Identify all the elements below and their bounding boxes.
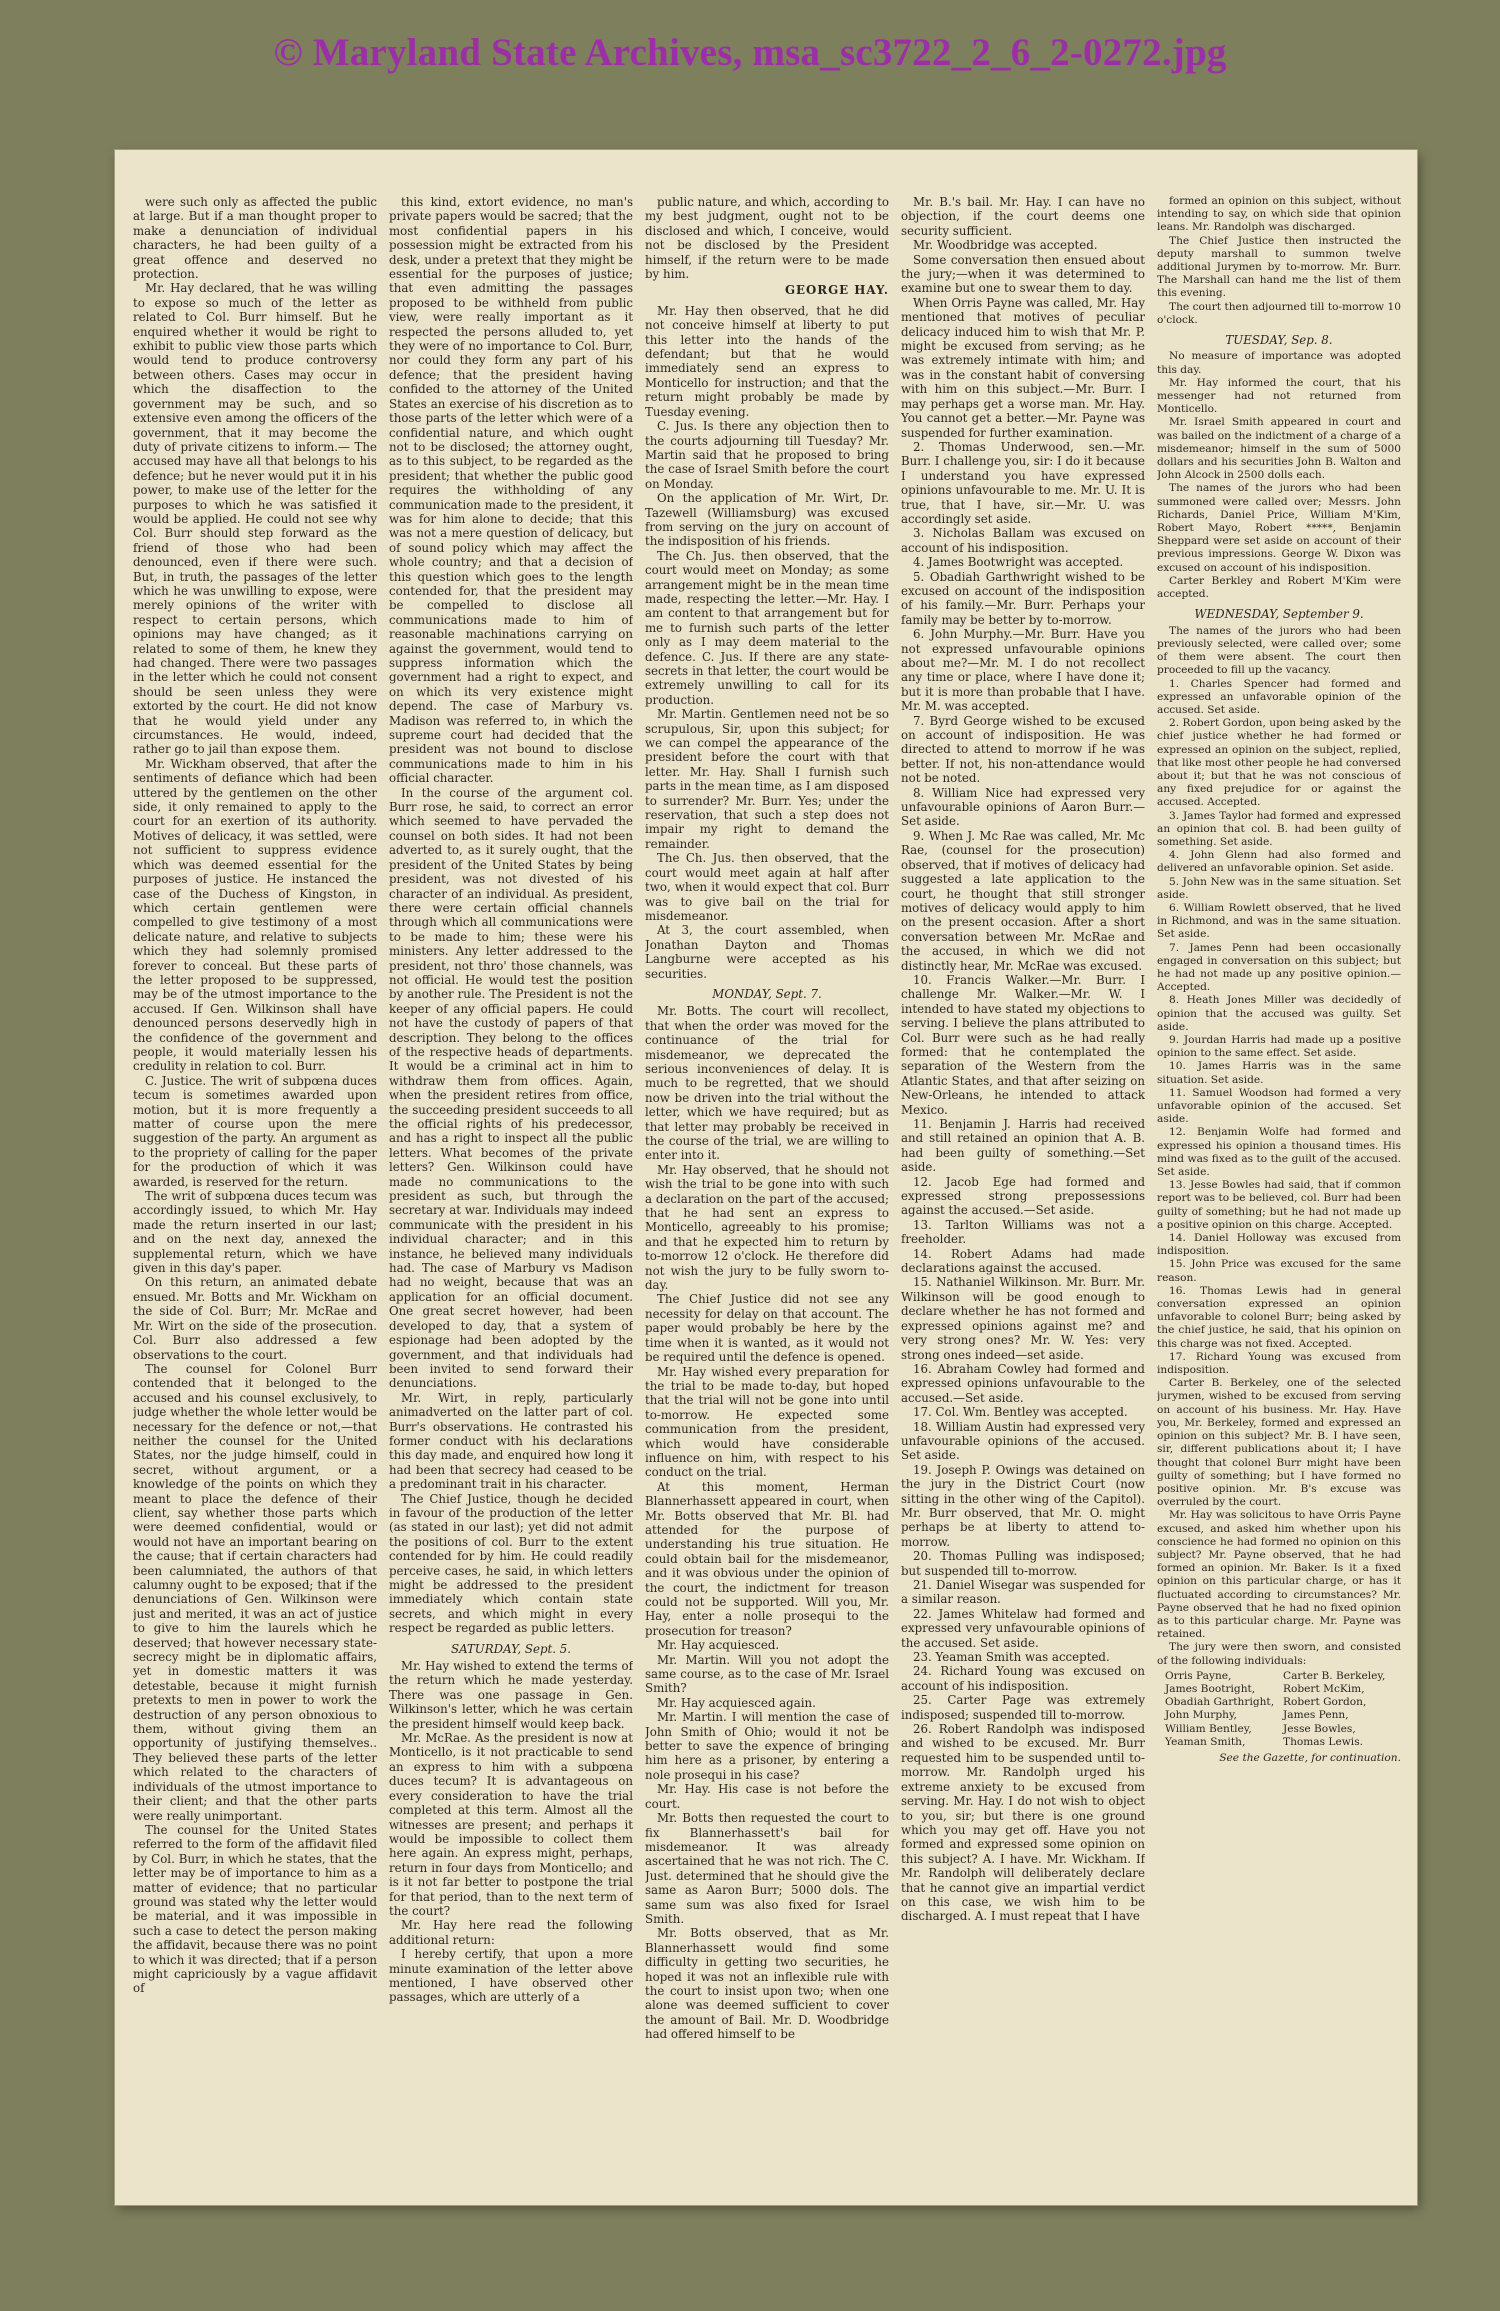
paragraph: Mr. Hay informed the court, that his messenger had not returned from Monticello. xyxy=(1157,376,1401,416)
juror-name: John Murphy, xyxy=(1165,1709,1237,1722)
paragraph: The Chief Justice did not see any necessity for delay on that account. The paper would probably be here by the time when it is wanted, as it would not be required until the defence is opened. xyxy=(645,1292,889,1365)
paragraph: MONDAY, Sept. 7. xyxy=(712,986,822,1001)
juror-name: Robert McKim, xyxy=(1283,1682,1365,1695)
paragraph: The counsel for the United States referred to the form of the affidavit filed by Col. Burr, in which he states, that the letter may be of importance to him as a matter of evidence; that no particular ground was stated why the letter would be material, and it was impossible in such a case to detect the person making the affidavit, because there was no point to which it was directed; that if a person might capriciously by a vague affidavit of xyxy=(133,1822,377,1996)
paragraph: 21. Daniel Wisegar was suspended for a similar reason. xyxy=(901,1578,1145,1607)
column-3 xyxy=(645,195,889,2171)
paragraph: 4. James Bootwright was accepted. xyxy=(913,555,1124,570)
paragraph: public nature, and which, according to my best judgment, ought not to be disclosed and which, I conceive, would not be disclosed by the President himself, if the return were to be made by him. xyxy=(645,195,889,282)
paragraph: The Chief Justice then instructed the deputy marshall to summon twelve additional Jurymen by to-morrow. Mr. Burr. The Marshall can hand me the list of them this evening. xyxy=(1157,234,1401,300)
paragraph: In the course of the argument col. Burr rose, he said, to correct an error which seemed to have pervaded the counsel on both sides. It had not been adverted to, as it surely ought, that the president of the United States by being president, was not divested of his character of an individual. As president, there were certain official channels through which all communications were to be made to him; these were his ministers. Any letter addressed to the president, not thro' those channels, was not official. He would test the position by another rule. The President is not the keeper of any official papers. He could not have the custody of papers of that description. They belong to the offices of the respective heads of departments. It would be a criminal act in him to withdraw them from offices. Again, when the president retires from office, the succeeding president succeeds to all the official rights of his predecessor, and has a right to inspect all the public letters. What becomes of the private letters? Gen. Wilkinson could have made no communications to the president as such, but through the secretary at war. Individuals may indeed communicate with the president in his individual character; and in this instance, he believed many individuals had. The case of Marbury vs Madison had no weight, because that was an application for an official document. One great secret however, had been developed to day, that a system of espionage had been adopted by the government, and that individuals had been invited to send forward their denunciations. xyxy=(389,785,633,1391)
paragraph: Mr. Hay acquiesced. xyxy=(657,1638,780,1653)
column-5-body xyxy=(1157,195,1401,1668)
juror-name: Thomas Lewis. xyxy=(1283,1735,1363,1748)
paragraph: TUESDAY, Sep. 8. xyxy=(1225,333,1333,348)
paragraph: Carter B. Berkeley, one of the selected jurymen, wished to be excused from serving on account of his business. Mr. Hay. Have you, Mr. Berkeley, formed and expressed an opinion on this subject? Mr. B. I have seen, sir, different publications about it; I have thought that colonel Burr might have been guilty of something; but I have formed no positive opinion. Mr. B's excuse was overruled by the court. xyxy=(1157,1377,1401,1509)
paragraph: 5. Obadiah Garthwright wished to be excused on account of the indisposition of his family.—Mr. Burr. Perhaps your family may be better by to-morrow. xyxy=(901,569,1145,627)
archive-header xyxy=(0,0,1500,105)
paragraph: Mr. Hay wished to extend the terms of the return which he made yesterday. There was one passage in Gen. Wilkinson's letter, which he was certain the president himself would keep back. xyxy=(389,1659,633,1731)
paragraph: 14. Daniel Holloway was excused from indisposition. xyxy=(1157,1232,1401,1258)
paragraph: 20. Thomas Pulling was indisposed; but suspended till to-morrow. xyxy=(901,1549,1145,1578)
paragraph: No measure of importance was adopted this day. xyxy=(1157,350,1401,376)
paragraph: 26. Robert Randolph was indisposed and wished to be excused. Mr. Burr requested him to be suspended until to-morrow. Mr. Randolph urged his extreme anxiety to be excused from serving. Mr. Hay. I do not wish to object to you, sir; but there is one ground which you may get off. Have you not formed and expressed some opinion on this subject? A. I have. Mr. Wickham. If Mr. Randolph will deliberately declare that he cannot give an impartial verdict on this case, we wish him to be discharged. A. I must repeat that I have xyxy=(901,1722,1145,1924)
paragraph: Mr. Hay observed, that he should not wish the trial to be gone into with such a declaration on the part of the accused; that he had sent an express to Monticello, agreeably to his promise; and that he expected him to return by to-morrow 12 o'clock. He therefore did not wish the jury to be fully sworn to-day. xyxy=(645,1162,889,1293)
paragraph: Mr. Botts. The court will recollect, that when the order was moved for the continuance of the trial for misdemeanor, we deprecated the serious inconveniences of delay. It is much to be regretted, that we should now be driven into the trial without the letter, which we have required; but as that letter may probably be received in the course of the trial, we are willing to enter into it. xyxy=(645,1004,889,1163)
paragraph: Mr. Martin. I will mention the case of John Smith of Ohio; would it not be better to save the expence of bringing him here as a prisoner, by entering a nole prosequi in his case? xyxy=(645,1710,889,1782)
paragraph: 1. Charles Spencer had formed and expressed an unfavorable opinion of the accused. Set aside. xyxy=(1157,677,1401,716)
paragraph: Mr. Botts observed, that as Mr. Blannerhassett would find some difficulty in getting two securities, he hoped it was not an inflexible rule with the court to insist upon two; when one alone was deemed sufficient to cover the amount of Bail. Mr. D. Woodbridge had offered himself to be xyxy=(645,1926,889,2042)
paragraph: Mr. Martin. Gentlemen need not be so scrupulous, Sir, upon this subject; for we can compel the appearance of the president before the court with that letter. Mr. Hay. Shall I furnish such parts in the mean time, as I am disposed to surrender? Mr. Burr. Yes; under the reservation, that such a step does not impair my right to demand the remainder. xyxy=(645,707,889,851)
paragraph: 3. James Taylor had formed and expressed an opinion that col. B. had been guilty of something. Set aside. xyxy=(1157,809,1401,848)
paragraph: Mr. Wirt, in reply, particularly animadverted on the latter part of col. Burr's observations. He contrasted his former conduct with his declarations this day made, and enquired how long it had been that secrecy had ceased to be a predominant trait in his character. xyxy=(389,1390,633,1492)
paragraph: 18. William Austin had expressed very unfavourable opinions of the accused. Set aside. xyxy=(901,1419,1145,1463)
archive-title: © Maryland State Archives, msa_sc3722_2_6_2-0272.jpg xyxy=(273,31,1227,74)
paragraph: Mr. Hay acquiesced again. xyxy=(657,1695,816,1710)
paragraph: 7. James Penn had been occasionally engaged in conversation on this subject; but he had not made up any positive opinion.—Accepted. xyxy=(1157,941,1401,994)
paragraph: The Ch. Jus. then observed, that the court would meet on Monday; as some arrangement might be in the mean time made, respecting the letter.—Mr. Hay. I am content to that arrangement but for me to furnish such parts of the letter only as I may deem material to the defence. C. Jus. If there are any state-secrets in that letter, the court would be extremely unwilling to call for its production. xyxy=(645,548,889,707)
paragraph: 5. John New was in the same situation. Set aside. xyxy=(1157,875,1401,901)
juror-name: James Penn, xyxy=(1283,1709,1349,1722)
paragraph: 15. John Price was excused for the same reason. xyxy=(1157,1258,1401,1284)
paragraph: 16. Thomas Lewis had in general conversation expressed an opinion unfavorable to colonel Burr; being asked by the chief justice, he said, that his opinion on this charge was not fixed. Accepted. xyxy=(1157,1284,1401,1350)
paragraph: 2. Thomas Underwood, sen.—Mr. Burr. I challenge you, sir: I do it because I understand you have expressed opinions unfavourable to me. Mr. U. It is true, that I have, sir.—Mr. U. was accordingly set aside. xyxy=(901,439,1145,526)
paragraph: 15. Nathaniel Wilkinson. Mr. Burr. Mr. Wilkinson will be good enough to declare whether he has not formed and expressed opinions against me? and very strong ones? Mr. W. Yes: very strong ones indeed—set aside. xyxy=(901,1275,1145,1362)
paragraph: formed an opinion on this subject, without intending to say, on which side that opinion leans. Mr. Randolph was discharged. xyxy=(1157,195,1401,234)
paragraph: 11. Benjamin J. Harris had received and still retained an opinion that A. B. had been guilty of something.—Set aside. xyxy=(901,1117,1145,1175)
paragraph: SATURDAY, Sept. 5. xyxy=(450,1641,572,1656)
paragraph: 13. Jesse Bowles had said, that if common report was to be believed, col. Burr had been guilty of something; but he had not made up a positive opinion on this charge. Accepted. xyxy=(1157,1179,1401,1231)
paragraph: 24. Richard Young was excused on account of his indisposition. xyxy=(901,1664,1145,1693)
paragraph: Mr. Hay was solicitous to have Orris Payne excused, and asked him whether upon his conscience he had formed no opinion on this subject? Mr. Payne observed, that he had formed an opinion. Mr. Baker. Is it a fixed opinion on this particular charge, or has it fluctuated according to circumstances? Mr. Payne observed that he had no fixed opinion as to this particular charge. Mr. Payne was retained. xyxy=(1157,1509,1401,1641)
juror-name: Orris Payne, xyxy=(1165,1669,1232,1682)
paragraph: 9. Jourdan Harris had made up a positive opinion to the same effect. Set aside. xyxy=(1157,1034,1401,1060)
paragraph: 10. Francis Walker.—Mr. Burr. I challenge Mr. Walker.—Mr. W. I intended to have stated my objections to serving. I believe the plans attributed to Col. Burr were such as he had really formed: that he contemplated the separation of the Western from the Atlantic States, and that after seizing on New-Orleans, he intended to attack Mexico. xyxy=(901,972,1145,1117)
juror-name: Obadiah Garthright, xyxy=(1165,1696,1275,1709)
newspaper-page xyxy=(115,150,1417,2205)
paragraph: Mr. Wickham observed, that after the sentiments of defiance which had been uttered by the gentlemen on the other side, it only remained to apply to the court for an exertion of its authority. Motives of delicacy, it was settled, were not sufficient to suppress evidence which was deemed essential for the purposes of justice. He instanced the case of the Duchess of Kingston, in which certain gentlemen were compelled to give testimony of a most delicate nature, and relative to subjects which they had solemnly promised forever to conceal. But these parts of the letter proposed to be suppressed, may be of the utmost importance to the accused. If Gen. Wilkinson shall have denounced persons deservedly high in the confidence of the government and people, it would materially lessen his credulity in relation to col. Burr. xyxy=(133,756,377,1074)
paragraph: The jury were then sworn, and consisted of the following individuals: xyxy=(1157,1641,1401,1667)
paragraph: The Ch. Jus. then observed, that the court would meet again at half after two, when it would expect that col. Burr was to give bail on the trial for misdemeanor. xyxy=(645,851,889,923)
paragraph: 9. When J. Mc Rae was called, Mr. Mc Rae, (counsel for the prosecution) observed, that if motives of delicacy had suggested a late application to the court, he thought that still stronger motives of delicacy would apply to him on the present occasion. After a short conversation between Mr. McRae and the accused, in which we did not distinctly hear, Mr. McRae was excused. xyxy=(901,828,1145,973)
paragraph: 10. James Harris was in the same situation. Set aside. xyxy=(1157,1060,1401,1086)
paragraph: 22. James Whitelaw had formed and expressed very unfavourable opinions of the accused. Set aside. xyxy=(901,1606,1145,1650)
paragraph: 19. Joseph P. Owings was detained on the jury in the District Court (now sitting in the other wing of the Capitol). Mr. Burr observed, that Mr. O. might perhaps be at liberty to attend to-morrow. xyxy=(901,1462,1145,1549)
paragraph: The Chief Justice, though he decided in favour of the production of the letter (as stated in our last); yet did not admit the positions of col. Burr to the extent contended for by him. He could readily perceive cases, he said, in which letters might be addressed to the president immediately which contain state secrets, and which might in every respect be regarded as public letters. xyxy=(389,1491,633,1636)
paragraph: The counsel for Colonel Burr contended that it belonged to the accused and his counsel exclusively, to judge whether the whole letter would be necessary for the defence or not,—that neither the counsel for the United States, nor the judge himself, could in secret, without argument, or a knowledge of the points on which they meant to place the defence of their client, say whether those parts which were deemed confidential, would or would not have an important bearing on the cause; that if certain characters had been calumniated, the authors of that calumny ought to be exposed; that if the denunciations of Gen. Wilkinson were just and merited, it was an act of justice to give to him the laurels which he deserved; that however necessary state-secrecy might be in diplomatic affairs, yet in domestic matters it was detestable, because it might furnish pretexts to men in power to work the destruction of any person obnoxious to them, without giving them an opportunity of justifying themselves.. They believed these parts of the letter which related to the characters of individuals of the utmost importance to their client; and that the other parts were really unimportant. xyxy=(133,1361,377,1823)
paragraph: Mr. Hay wished every preparation for the trial to be made to-day, but hoped that the trial will not be gone into until to-morrow. He expected some communication from the president, which would have considerable influence on him, with respect to his conduct on the trial. xyxy=(645,1364,889,1480)
continuation-note: See the Gazette, for continuation. xyxy=(1219,1751,1401,1764)
paragraph: 12. Benjamin Wolfe had formed and expressed his opinion a thousand times. His mind was fixed as to the guilt of the accused. Set aside. xyxy=(1157,1126,1401,1179)
paragraph: Mr. Hay here read the following additional return: xyxy=(389,1918,633,1947)
column-2 xyxy=(389,195,633,2171)
paragraph: 8. Heath Jones Miller was decidedly of opinion that the accused was guilty. Set aside. xyxy=(1157,994,1401,1033)
paragraph: On the application of Mr. Wirt, Dr. Tazewell (Williamsburg) was excused from serving on the jury on account of the indisposition of his friends. xyxy=(645,491,889,549)
paragraph: 23. Yeaman Smith was accepted. xyxy=(913,1650,1110,1665)
paragraph: Carter Berkley and Robert M'Kim were accepted. xyxy=(1157,574,1401,601)
paragraph: I hereby certify, that upon a more minute examination of the letter above mentioned, I have observed other passages, which are utterly of a xyxy=(389,1947,633,2005)
paragraph: Mr. B.'s bail. Mr. Hay. I can have no objection, if the court deems one security sufficient. xyxy=(901,195,1145,238)
column-5 xyxy=(1157,195,1401,2171)
paragraph: 14. Robert Adams had made declarations against the accused. xyxy=(901,1246,1145,1276)
paragraph: Mr. Israel Smith appeared in court and was bailed on the indictment of a charge of a misdemeanor; himself in the sum of 5000 dollars and his securities John B. Walton and John Alcock in 2500 dolls each. xyxy=(1157,416,1401,482)
article-columns xyxy=(133,195,1401,2171)
paragraph: 25. Carter Page was extremely indisposed; suspended till to-morrow. xyxy=(901,1693,1145,1722)
column-1 xyxy=(133,195,377,2171)
paragraph: C. Justice. The writ of subpœna duces tecum is sometimes awarded upon motion, but it is more frequently a matter of course upon the mere suggestion of the party. An argument as to the propriety of calling for the paper for the production of which it was awarded, is reserved for the return. xyxy=(133,1073,377,1189)
juror-name: James Bootright, xyxy=(1165,1682,1256,1695)
paragraph: 17. Col. Wm. Bentley was accepted. xyxy=(913,1405,1128,1420)
paragraph: 6. William Rowlett observed, that he lived in Richmond, and was in the same situation. Set aside. xyxy=(1157,901,1401,941)
paragraph: C. Jus. Is there any objection then to the courts adjourning till Tuesday? Mr. Martin said that he proposed to bring the case of Israel Smith before the court on Monday. xyxy=(645,419,889,491)
juror-list xyxy=(1165,1670,1401,1749)
paragraph: 11. Samuel Woodson had formed a very unfavorable opinion of the accused. Set aside. xyxy=(1157,1086,1401,1126)
paragraph: 3. Nicholas Ballam was excused on account of his indisposition. xyxy=(901,526,1145,555)
paragraph: 4. John Glenn had also formed and delivered an unfavorable opinion. Set aside. xyxy=(1157,849,1401,875)
paragraph: The names of the jurors who had been summoned were called over; Messrs. John Richards, Daniel Price, William M'Kim, Robert Mayo, Robert *****, Benjamin Sheppard were set aside on account of their previous impressions. George W. Dixon was excused on account of his indisposition. xyxy=(1157,482,1401,574)
juror-name: Yeaman Smith, xyxy=(1165,1735,1246,1748)
paragraph: 12. Jacob Ege had formed and expressed strong prepossessions against the accused.—Set aside. xyxy=(901,1174,1145,1218)
juror-name: Carter B. Berkeley, xyxy=(1283,1669,1386,1682)
paragraph: 13. Tarlton Williams was not a freeholder. xyxy=(901,1217,1145,1247)
paragraph: The writ of subpœna duces tecum was accordingly issued, to which Mr. Hay made the return inserted in our last; and on the next day, annexed the supplemental return, which we have given in this day's paper. xyxy=(133,1189,377,1276)
paragraph: Mr. Hay then observed, that he did not conceive himself at liberty to put this letter into the hands of the defendant; but that he would immediately send an express to Monticello for instruction; and that the return might probably be made by Tuesday evening. xyxy=(645,303,889,419)
paragraph: At 3, the court assembled, when Jonathan Dayton and Thomas Langburne were accepted as his securities. xyxy=(645,923,889,981)
column-4 xyxy=(901,195,1145,2171)
paragraph: The names of the jurors who had been previously selected, were called over; some of them were absent. The court then proceeded to fill up the vacancy. xyxy=(1157,624,1401,677)
paragraph: WEDNESDAY, September 9. xyxy=(1194,607,1364,622)
paragraph: Mr. McRae. As the president is now at Monticello, is it not practicable to send an express to him with a subpœna duces tecum? It is advantageous on every consideration to have the trial completed at this term. Almost all the witnesses are present; and perhaps it would be impossible to collect them here again. An express might, perhaps, return in four days from Monticello; and is it not far better to postpone the trial for that period, than to the next term of the court? xyxy=(389,1731,633,1918)
paragraph: The court then adjourned till to-morrow 10 o'clock. xyxy=(1157,300,1401,326)
paragraph: were such only as affected the public at large. But if a man thought proper to make a denunciation of individual characters, he had been guilty of a great offence and deserved no protection. xyxy=(133,195,377,282)
paragraph: 6. John Murphy.—Mr. Burr. Have you not expressed unfavourable opinions about me?—Mr. M. I do not recollect any time or place, where I have done it; but it is more than probable that I have. Mr. M. was accepted. xyxy=(901,627,1145,714)
paragraph: 2. Robert Gordon, upon being asked by the chief justice whether he had formed or expressed an opinion on the subject, replied, that like most other people he had conversed about it; but that he was not conscious of any fixed prejudice for or against the accused. Accepted. xyxy=(1157,717,1401,809)
paragraph: Mr. Botts then requested the court to fix Blannerhassett's bail for misdemeanor. It was already ascertained that he was not rich. The C. Just. determined that he should give the same as Aaron Burr; 5000 dols. The same sum was also fixed for Israel Smith. xyxy=(645,1811,889,1926)
paragraph: Mr. Martin. Will you not adopt the same course, as to the case of Mr. Israel Smith? xyxy=(645,1652,889,1696)
juror-name: Robert Gordon, xyxy=(1283,1696,1367,1709)
paragraph: Mr. Hay. His case is not before the court. xyxy=(645,1782,889,1811)
paragraph: Some conversation then ensued about the jury;—when it was determined to examine but one to swear them to day. xyxy=(901,252,1145,296)
paragraph: At this moment, Herman Blannerhassett appeared in court, when Mr. Botts observed that Mr. Bl. had attended for the purpose of understanding his true situation. He could obtain bail for the misdemeanor, and it was obvious under the opinion of the court, the indictment for treason could not be supported. Will you, Mr. Hay, enter a nolle prosequi to the prosecution for treason? xyxy=(645,1479,889,1638)
paragraph: 8. William Nice had expressed very unfavourable opinions of Aaron Burr.—Set aside. xyxy=(901,785,1145,829)
juror-name: Jesse Bowles, xyxy=(1283,1722,1356,1735)
paragraph: Mr. Hay declared, that he was willing to expose so much of the letter as related to Col. Burr himself. But he enquired whether it would be right to exhibit to public view those parts which would tend to produce controversy between others. Cases may occur in which the disaffection to the government may be such, and so extensive even among the officers of the government, that it may become the duty of private citizens to inform.— The accused may have all that belongs to his defence; but he never would put it in his power, to make use of the letter for the purposes to which he was satisfied it would be applied. He could not see why Col. Burr should step forward as the friend of those who had been denounced, even if there were such. But, in truth, the passages of the letter which he was unwilling to expose, were merely opinions of the writer with respect to certain persons, which opinions may have changed; as it related to some of them, he knew they had changed. There were two passages in the letter which he could not consent should be seen unless they were extorted by the court. He did not know that he would yield under any circumstances. He would, indeed, rather go to jail than expose them. xyxy=(133,281,377,757)
paragraph: this kind, extort evidence, no man's private papers would be sacred; that the most confidential papers in his possession might be extracted from his desk, under a pretext that they might be essential for the purposes of justice; that even admitting the passages proposed to be withheld from public view, were really important as it respected the persons alluded to, yet they were of no importance to Col. Burr, nor could they form any part of his defence; that the president having confided to the attorney of the United States an exercise of his discretion as to those parts of the letter which were of a confidential nature, and which ought not to be disclosed; the attorney ought, as to this subject, to be regarded as the president; that whether the public good requires the withholding of any communication made to the president, it was for him alone to decide; that this was not a mere question of delicacy, but of sound policy which may affect the whole country; and that a decision of this question which goes to the length contended for, that the president may be compelled to disclose all communications made to him of reasonable machinations carrying on against the government, would tend to suppress information which the government had a right to expect, and on which its very existence might depend. The case of Marbury vs. Madison was referred to, in which the supreme court had decided that the president was not bound to disclose communications made to him in his official character. xyxy=(389,195,633,786)
paragraph: 16. Abraham Cowley had formed and expressed opinions unfavourable to the accused.—Set aside. xyxy=(901,1361,1145,1405)
paragraph: When Orris Payne was called, Mr. Hay mentioned that motives of peculiar delicacy induced him to wish that Mr. P. might be excused from serving; as he was extremely intimate with him; and was in the constant habit of conversing with him on this subject.—Mr. Burr. I may perhaps get a worse man. Mr. Hay. You cannot get a better.—Mr. Payne was suspended for further examination. xyxy=(901,295,1145,440)
paragraph: GEORGE HAY. xyxy=(784,283,889,298)
paragraph: On this return, an animated debate ensued. Mr. Botts and Mr. Wickham on the side of Col. Burr; Mr. McRae and Mr. Wirt on the side of the prosecution. Col. Burr also addressed a few observations to the court. xyxy=(133,1275,377,1362)
paragraph: Mr. Woodbridge was accepted. xyxy=(913,238,1098,253)
juror-name: William Bentley, xyxy=(1165,1722,1252,1735)
paragraph: 7. Byrd George wished to be excused on account of indisposition. He was directed to attend to morrow if he was better. If not, his non-attendance would not be noted. xyxy=(901,713,1145,786)
paragraph: 17. Richard Young was excused from indisposition. xyxy=(1157,1350,1401,1377)
